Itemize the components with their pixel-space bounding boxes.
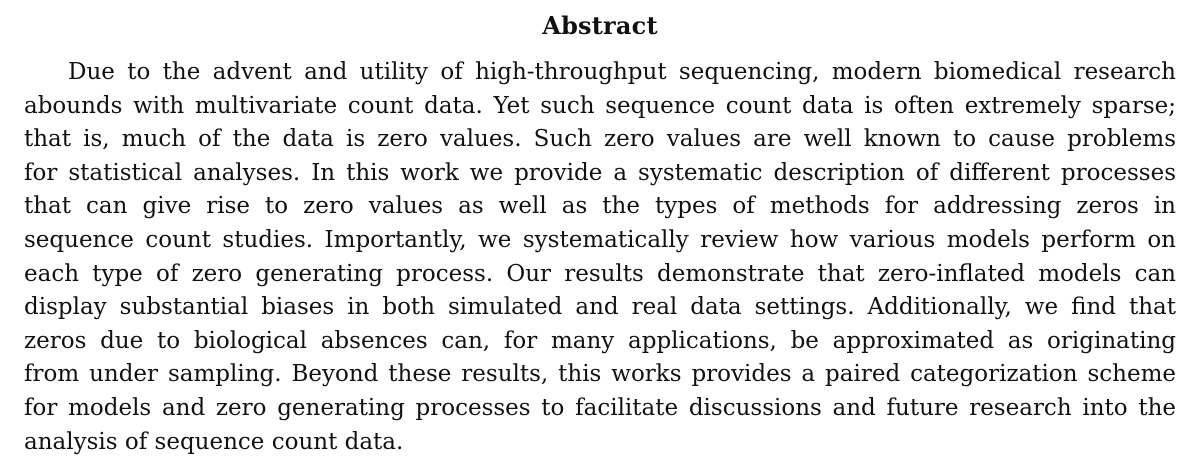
abstract-line: analysis of sequence count data. [24, 428, 404, 455]
abstract-line: each type of zero generating process. Our results demonstrate that zero-inflated models can [24, 260, 1176, 287]
abstract-line: that is, much of the data is zero values. Such zero values are well known to cause problems [24, 126, 1176, 153]
abstract-line: that can give rise to zero values as well as the types of methods for addressing zeros in [24, 193, 1176, 220]
abstract-body [24, 56, 1176, 459]
abstract-line: sequence count studies. Importantly, we systematically review how various models perform on [24, 226, 1176, 253]
abstract-line: from under sampling. Beyond these results, this works provides a paired categorization scheme [24, 361, 1176, 388]
abstract-line: for models and zero generating processes to facilitate discussions and future research into the [24, 394, 1176, 421]
abstract-line: abounds with multivariate count data. Yet such sequence count data is often extremely sparse; [24, 92, 1176, 119]
abstract-line: for statistical analyses. In this work we provide a systematic description of different processes [24, 159, 1176, 186]
abstract-line: display substantial biases in both simulated and real data settings. Additionally, we find that [24, 294, 1176, 321]
abstract-line: zeros due to biological absences can, for many applications, be approximated as originating [24, 327, 1176, 354]
abstract-title: Abstract [542, 11, 658, 40]
abstract-section [24, 0, 1176, 464]
abstract-line: Due to the advent and utility of high-throughput sequencing, modern biomedical research [68, 59, 1176, 85]
